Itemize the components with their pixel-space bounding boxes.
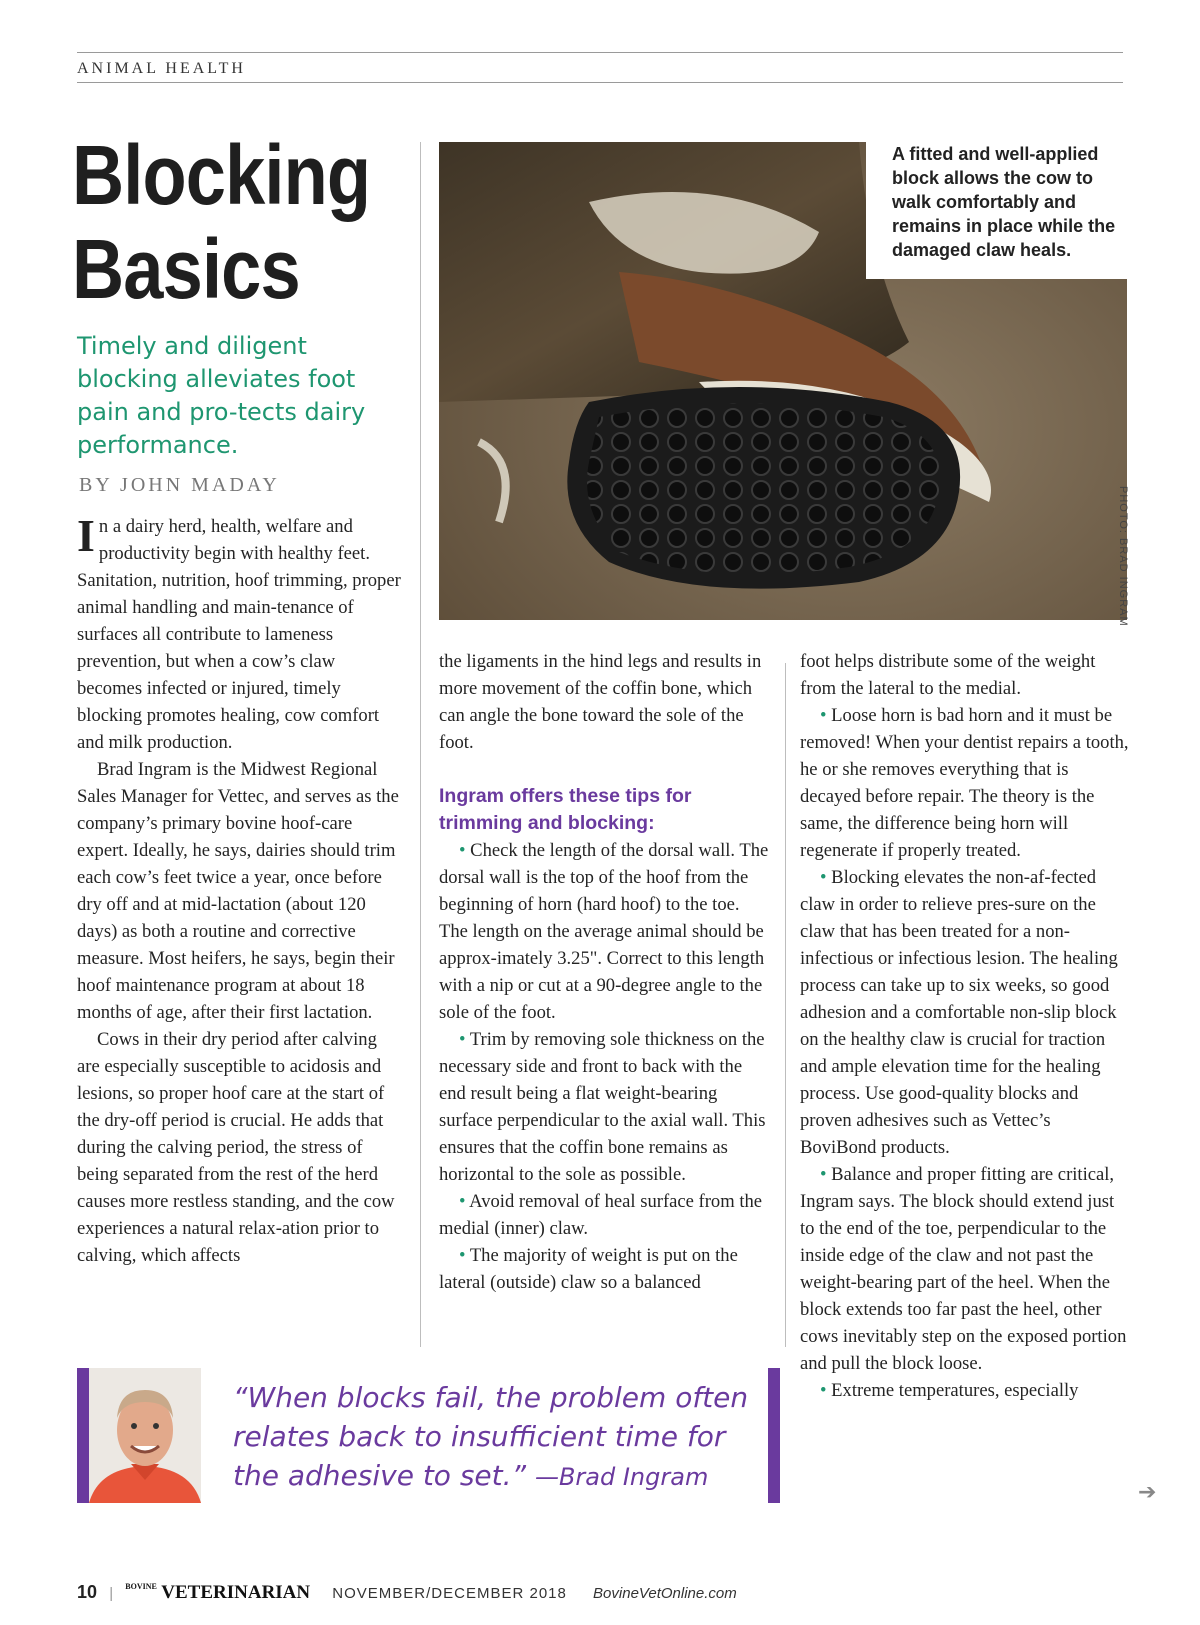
bullet-dot-icon: • [820,867,827,888]
footer-separator: | [109,1585,114,1602]
body-paragraph: foot helps distribute some of the weight from the lateral to the medial. [800,651,1096,699]
magazine-logo [125,1582,310,1603]
byline: BY JOHN MADAY [79,474,280,496]
tip-text: Balance and proper fitting are critical, Ingram says. The block should extend just to the end of the toe, perpendicular to the inside edge of the claw and not past the weight-bearing part of the heel. When the block extends too far past the heel, other cows inevitably step on the exposed portion and pull the block loose. [800,1164,1127,1374]
page-number: 10 [77,1582,98,1602]
section-rule [77,82,1123,83]
intro-paragraph [77,510,402,756]
tip-text: Check the length of the dorsal wall. The dorsal wall is the top of the hoof from the beginning of horn (hard hoof) to the toe. The length on the average animal should be approx-imately 3.25". Correct to this length with a nip or cut at a 90-degree angle to the sole of the foot. [439,840,769,1023]
column-divider [420,142,421,1347]
article-column-3 [800,648,1130,1404]
section-label: ANIMAL HEALTH [77,60,246,77]
article-column-2 [439,648,769,1296]
body-paragraph: Brad Ingram is the Midwest Regional Sales Manager for Vettec, and serves as the company’s primary bovine hoof-care expert. Ideally, he says, dairies should trim each cow’s feet twice a year, once before dry off and at mid-lactation (about 120 days) as both a routine and corrective measure. Most heifers, he says, begin their hoof maintenance program at about 18 months of age, after their first lactation. [77,759,399,1023]
photo-caption: A fitted and well-applied block allows the cow to walk comfortably and remains in place while the damaged claw heals. [892,144,1116,260]
headshot-illustration [89,1368,201,1503]
tip-text: Loose horn is bad horn and it must be removed! When your dentist repairs a tooth, he or she removes everything that is decayed before repair. The theory is the same, the difference being horn will regenerate if properly treated. [800,705,1129,861]
bullet-dot-icon: • [820,1164,827,1185]
pull-quote [233,1378,753,1497]
top-rule [77,52,1123,53]
tip-bullet [439,1026,769,1188]
tip-bullet [439,1188,769,1242]
tip-text: Extreme temperatures, especially [831,1380,1079,1401]
bullet-dot-icon: • [459,1191,466,1212]
tip-text: Blocking elevates the non-af-fected claw in order to relieve pres-sure on the claw that has been treated for a non-infectious or infectious lesion. The healing process can take up to six weeks, so good adhesion and a comfortable non-slip block on the healthy claw is crucial for traction and ample elevation time for the healing process. Use good-quality blocks and proven adhesives such as Vettec’s BoviBond products. [800,867,1118,1158]
tip-text: The majority of weight is put on the lateral (outside) claw so a balanced [439,1245,738,1293]
intro-text: n a dairy herd, health, welfare and productivity begin with healthy feet. Sanitation, nutrition, hoof trimming, proper animal handling and main-tenance of surfaces all contribute to lameness prevention, but when a cow’s claw becomes infected or injured, timely blocking promotes healing, cow comfort and milk production. [77,516,401,753]
tip-bullet [439,837,769,1026]
bullet-dot-icon: • [820,705,827,726]
tip-bullet [439,1242,769,1296]
headline: Blocking Basics [72,128,371,316]
logo-small-text: BOVINE [125,1582,157,1591]
tip-bullet [800,1161,1130,1377]
article-column-1 [77,510,402,1269]
body-paragraph: Cows in their dry period after calving are especially susceptible to acidosis and lesions, so proper hoof care at the start of the dry-off period is crucial. He adds that during the calving period, the stress of being separated from the rest of the herd causes more restless standing, and the cow experiences a natural relax-ation prior to calving, which affects [77,1029,395,1266]
hoof-block-photo [439,142,1127,620]
bullet-dot-icon: • [459,840,466,861]
issue-date: NOVEMBER/DECEMBER 2018 [332,1585,567,1602]
tip-bullet [800,702,1130,864]
deck: Timely and diligent blocking alleviates foot pain and pro-tects dairy performance. [77,332,366,459]
website-url: BovineVetOnline.com [593,1585,737,1602]
pull-quote-attribution: —Brad Ingram [534,1463,709,1491]
brad-ingram-headshot [89,1368,201,1503]
pull-quote-text: “When blocks fail, the problem often relates back to insufficient time for the adhesive to set.” [233,1381,749,1492]
bullet-dot-icon: • [459,1029,466,1050]
tip-bullet [800,864,1130,1161]
column-divider [785,663,786,1347]
bullet-dot-icon: • [820,1380,827,1401]
photo-caption-box [866,142,1127,279]
pullquote-bar-right [768,1368,780,1503]
pullquote-bar-left [77,1368,89,1503]
photo-credit: PHOTO: BRAD INGRAM [1117,486,1129,627]
tip-text: Trim by removing sole thickness on the necessary side and front to back with the end result being a flat weight-bearing surface perpendicular to the axial wall. This ensures that the coffin bone remains as horizontal to the sole as possible. [439,1029,766,1185]
logo-text: VETERINARIAN [161,1582,311,1603]
body-paragraph: the ligaments in the hind legs and results in more movement of the coffin bone, which can angle the bone toward the sole of the foot. [439,651,762,753]
tip-text: Avoid removal of heal surface from the medial (inner) claw. [439,1191,763,1239]
tips-heading: Ingram offers these tips for trimming and blocking: [439,785,692,834]
drop-cap: I [77,510,95,561]
bullet-dot-icon: • [459,1245,466,1266]
tip-bullet [800,1377,1130,1404]
continue-arrow-icon: ➔ [1138,1480,1157,1505]
page-footer [77,1582,737,1604]
